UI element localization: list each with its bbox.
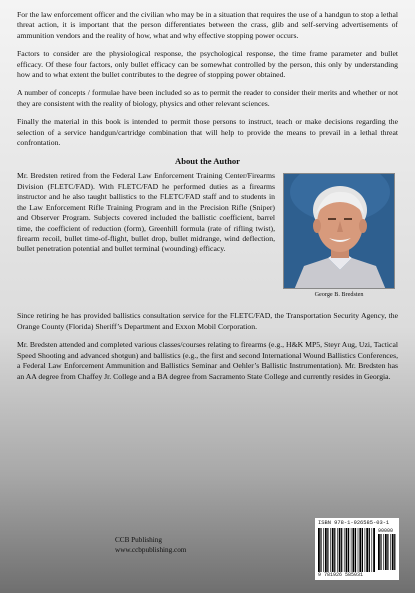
about-author-heading: About the Author: [175, 156, 240, 167]
author-portrait-illustration: [284, 174, 395, 289]
publisher-url: www.ccbpublishing.com: [115, 546, 187, 554]
author-bio-paragraph: Mr. Bredsten retired from the Federal Law Enforcement Training Center/Firearms Division (FLETC/FAD). With FLETC/FAD he performed duties as a firearms instructor and he also taught ballistics to the FLETC/FAD staff and to students in the Law Enforcement Rifle Training Program and in the Precision Rifle (Sniper) and Observer Program. Subjects covered included the ballistic coefficient, barrel time, the coefficient of reduction (form), Greenhill formula (rate of rifling twist), firearm recoil, bullet time-of-flight, bullet drop, bullet midrange, wind deflection, bullet penetration potential and bullet terminal (wounding) efficacy.: [17, 171, 275, 254]
author-photo-caption: George B. Bredsten: [314, 291, 364, 299]
retirement-paragraph: Since retiring he has provided ballistics consultation service for the FLETC/FAD, the Transportation Security Agency, the Orange County (Florida) Sheriff’s Department and Exxon Mobil Corporation.: [17, 311, 398, 331]
blurb-paragraph-4: Finally the material in this book is intended to permit those persons to instruct, teach or make decisions regarding the selection of a service handgun/cartridge combination that will help to provide the means to prevail in a lethal threat confrontation.: [17, 117, 398, 148]
isbn-label: ISBN 978-1-926585-03-1: [318, 520, 390, 526]
blurb-paragraph-1: For the law enforcement officer and the civilian who may be in a situation that requires the use of a handgun to stop a lethal threat action, it is important that the person differentiates between the crass, glib and self-serving advertisements of ammunition vendors and the reality of how, what and why effective stopping power occurs.: [17, 10, 398, 40]
barcode-bars: [318, 528, 396, 572]
publisher-name: CCB Publishing: [115, 536, 162, 544]
courses-paragraph: Mr. Bredsten attended and completed various classes/courses relating to firearms (e.g., H&K MP5, Steyr Aug, Uzi, Tactical Speed Shooting and advanced shotgun) and ballistics (e.g., the first and second International Wound Ballistics Conferences, a Federal Law Enforcement Ammunition and Ballistics Seminar and Oehler’s Ballistic Instrumentation). Mr. Bredsten has an AA degree from Chaffey Jr. College and a BA degree from Sacramento State College and currently resides in Georgia.: [17, 340, 398, 381]
author-photo-frame: [283, 173, 395, 303]
price-code: 90000: [378, 528, 394, 534]
barcode-panel: [315, 518, 399, 580]
price-barcode-icon: [378, 534, 396, 570]
publisher-info: [115, 535, 186, 555]
author-photo: [283, 173, 395, 289]
barcode-digits: 9 781926 585031: [318, 572, 364, 578]
blurb-paragraph-3: A number of concepts / formulae have been included so as to permit the reader to consider their merits and whether or not they are consistent with the reality of biology, physics and other relevant sciences.: [17, 88, 398, 108]
blurb-paragraph-2: Factors to consider are the physiological response, the psychological response, the time frame parameter and bullet efficacy. Of these four factors, only bullet efficacy can be somewhat controlled by the person, this only by understanding how and to what extent the bullet contributes to the degree of stopping power obtained.: [17, 49, 398, 80]
author-bio-section: [17, 171, 398, 303]
ean-barcode-icon: [318, 528, 375, 572]
